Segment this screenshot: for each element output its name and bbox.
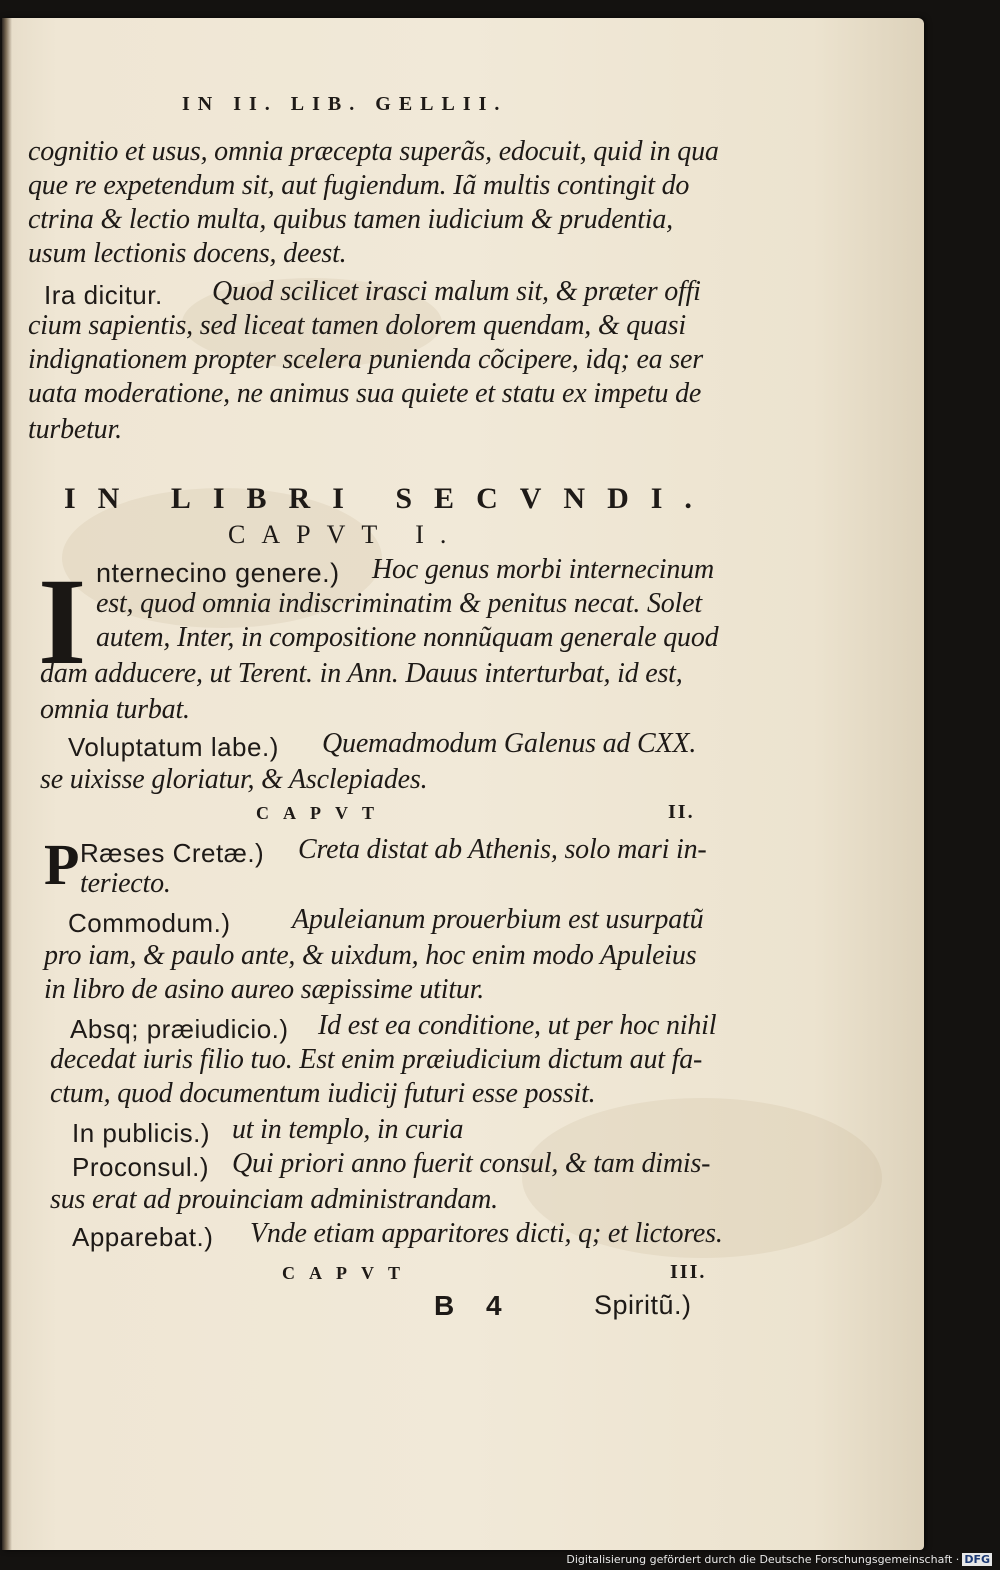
text-line: cognitio et usus, omnia præcepta superãs, edocuit, quid in qua [28,136,719,167]
text-line: sus erat ad prouinciam administrandam. [50,1184,498,1215]
text-line: Id est ea conditione, ut per hoc nihil [318,1010,717,1041]
funding-credit [566,1552,992,1568]
running-header: IN II. LIB. GELLII. [182,93,508,115]
lemma-in-publicis: In publicis.) [72,1118,210,1148]
lemma-ira-dicitur: Ira dicitur. [44,280,163,310]
caput-heading-2: CAPVT [256,803,388,823]
book-title: IN LIBRI SECVNDI. [64,482,714,515]
text-line: Qui priori anno fuerit consul, & tam dimis- [232,1148,711,1179]
text-line: Vnde etiam apparitores dicti, q; et lictores. [250,1218,723,1249]
drop-capital-p: P [44,832,80,897]
lemma-absq-praeiudicio: Absq; præiudicio.) [70,1014,289,1044]
text-line: est, quod omnia indiscriminatim & penitus necat. Solet [96,588,702,619]
text-line: Hoc genus morbi internecinum [372,554,715,585]
text-line: que re expetendum sit, aut fugiendum. Iã multis contingit do [28,170,690,201]
funding-credit-text: Digitalisierung gefördert durch die Deutsche Forschungsgemeinschaft · [566,1553,960,1566]
caput-heading-3: CAPVT [282,1263,414,1283]
catchword: Spiritũ.) [594,1290,692,1320]
signature-mark: B 4 [434,1290,514,1321]
caput-number-3: III. [670,1261,707,1283]
text-line: dam adducere, ut Terent. in Ann. Dauus interturbat, id est, [40,658,683,689]
text-line: turbetur. [28,414,122,445]
text-line: Apuleianum prouerbium est usurpatũ [292,904,704,935]
text-line: pro iam, & paulo ante, & uixdum, hoc enim modo Apuleius [44,940,697,971]
dfg-logo: DFG [964,1553,990,1566]
caput-number-2: II. [668,801,695,823]
text-line: decedat iuris filio tuo. Est enim præiudicium dictum aut fa- [50,1044,703,1075]
text-line: indignationem propter scelera punienda cõcipere, idq; ea ser [28,344,703,375]
lemma-proconsul: Proconsul.) [72,1152,209,1182]
text-line: uata moderatione, ne animus sua quiete et statu ex impetu de [28,378,702,409]
text-line: ctum, quod documentum iudicij futuri esse possit. [50,1078,596,1109]
lemma-voluptatum: Voluptatum labe.) [68,732,279,762]
lemma-praeses-cretae: Ræses Cretæ.) [80,838,265,868]
text-line: ctrina & lectio multa, quibus tamen iudicium & prudentia, [28,204,673,235]
text-line: Quemadmodum Galenus ad CXX. [322,728,697,759]
text-line: se uixisse gloriatur, & Asclepiades. [40,764,428,795]
caput-heading-1: CAPVT I. [228,520,463,549]
text-line: cium sapientis, sed liceat tamen dolorem quendam, & quasi [28,310,686,341]
text-line: usum lectionis docens, deest. [28,238,347,269]
text-line: in libro de asino aureo sæpissime utitur. [44,974,485,1005]
text-line: omnia turbat. [40,694,190,725]
text-line: Creta distat ab Athenis, solo mari in- [298,834,707,865]
drop-capital-i: I [38,553,87,690]
text-line: ut in templo, in curia [232,1114,464,1145]
page-gutter-shadow [2,18,12,1550]
text-line: teriecto. [80,868,171,899]
lemma-apparebat: Apparebat.) [72,1222,214,1252]
text-line: autem, Inter, in compositione nonnũquam generale quod [96,622,719,653]
lemma-internecino: nternecino genere.) [96,558,340,588]
lemma-commodum: Commodum.) [68,908,231,938]
text-line: Quod scilicet irasci malum sit, & præter offi [212,276,701,307]
